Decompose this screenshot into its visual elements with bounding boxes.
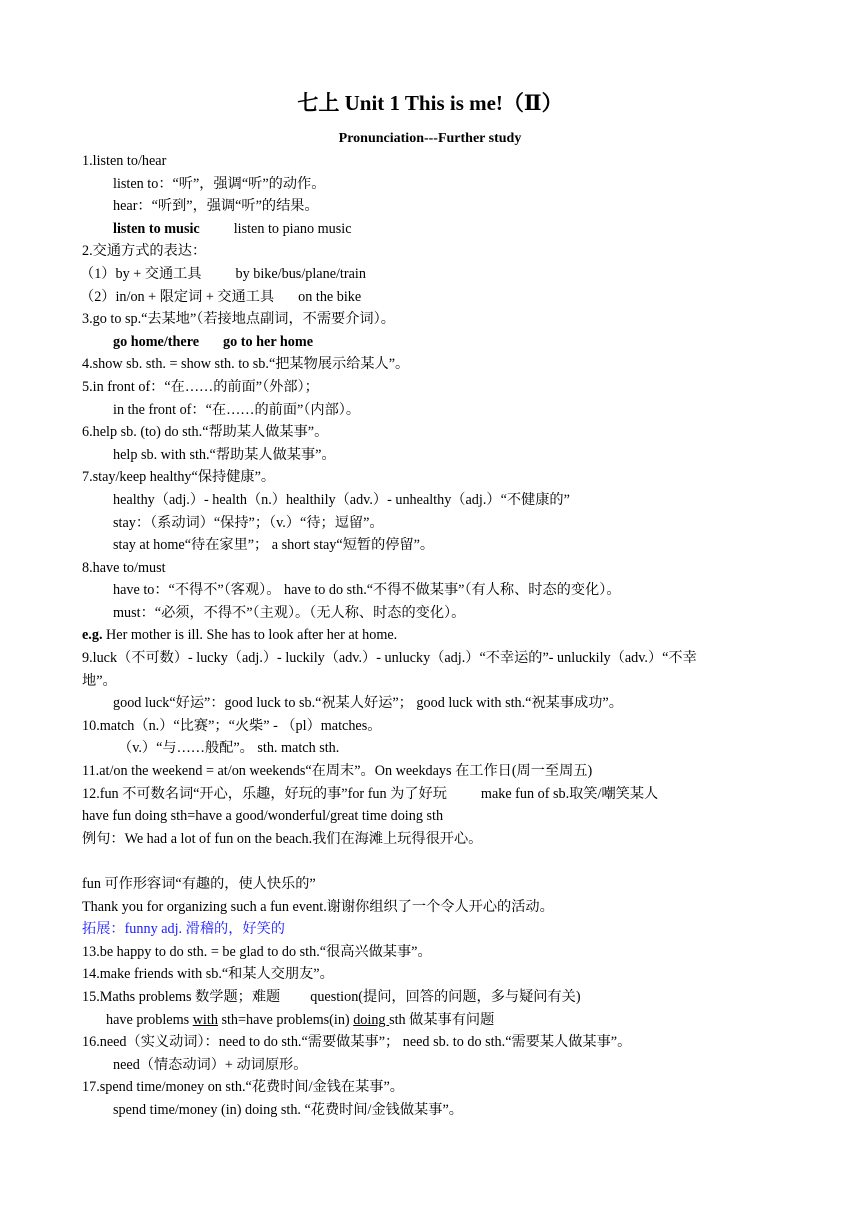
phrase: （1）by + 交通工具 bbox=[80, 265, 202, 282]
note-heading-17: 17.spend time/money on sth.“花费时间/金钱在某事”。 bbox=[82, 1079, 404, 1096]
note-heading-13: 13.be happy to do sth. = be glad to do sth.“很高兴做某事”。 bbox=[82, 943, 432, 960]
note-line: spend time/money (in) doing sth. “花费时间/金钱做某事”。 bbox=[113, 1101, 463, 1118]
note-line: 地”。 bbox=[82, 672, 117, 689]
note-line: listen to：“听”，强调“听”的动作。 bbox=[113, 175, 326, 192]
page-subtitle: Pronunciation---Further study bbox=[338, 131, 522, 146]
note-heading-7: 7.stay/keep healthy“保持健康”。 bbox=[82, 469, 276, 486]
phrase: 15.Maths problems 数学题；难题 bbox=[82, 988, 281, 1005]
blank-line bbox=[82, 850, 782, 873]
example-line bbox=[82, 624, 782, 647]
note-line: （v.）“与……般配”。 sth. match sth. bbox=[118, 740, 340, 757]
phrase: listen to piano music bbox=[233, 220, 352, 237]
phrase: have problems bbox=[106, 1011, 193, 1028]
note-line: stay at home“待在家里”； a short stay“短暂的停留”。 bbox=[113, 537, 435, 554]
note-heading-11: 11.at/on the weekend = at/on weekends“在周末”。On weekdays 在工作日(周一至周五) bbox=[82, 763, 593, 780]
underlined-word: with bbox=[192, 1011, 218, 1028]
note-line: have to：“不得不”（客观）。 have to do sth.“不得不做某事”（有人称、时态的变化）。 bbox=[113, 582, 621, 599]
phrase-bold: go home/there bbox=[113, 333, 200, 350]
page-title: 七上 Unit 1 This is me!（Ⅱ） bbox=[297, 91, 563, 115]
note-heading-3: 3.go to sp.“去某地”（若接地点副词，不需要介词）。 bbox=[82, 311, 395, 328]
note-line: stay：（系动词）“保持”；（v.）“待；逗留”。 bbox=[113, 514, 384, 531]
underlined-word: doing bbox=[353, 1011, 390, 1028]
note-line: in the front of：“在……的前面”（内部）。 bbox=[113, 401, 361, 418]
phrase: on the bike bbox=[298, 288, 362, 305]
note-line: must：“必须，不得不”（主观）。（无人称、时态的变化）。 bbox=[113, 604, 466, 621]
extension-note: 拓展：funny adj. 滑稽的，好笑的 bbox=[82, 921, 285, 938]
note-heading-15 bbox=[82, 986, 782, 1009]
phrase-bold: listen to music bbox=[113, 220, 200, 237]
phrase: （2）in/on + 限定词 + 交通工具 bbox=[80, 288, 275, 305]
note-line bbox=[82, 1009, 782, 1032]
note-heading-4: 4.show sb. sth. = show sth. to sb.“把某物展示给某人”。 bbox=[82, 356, 410, 373]
note-line: Thank you for organizing such a fun event.谢谢你组织了一个令人开心的活动。 bbox=[82, 898, 554, 915]
note-line: fun 可作形容词“有趣的，使人快乐的” bbox=[82, 876, 316, 892]
phrase: by bike/bus/plane/train bbox=[235, 265, 366, 282]
phrase: 12.fun 不可数名词“开心，乐趣，好玩的事”for fun 为了好玩 bbox=[82, 785, 447, 802]
note-heading-9: 9.luck（不可数）- lucky（adj.）- luckily（adv.）- unlucky（adj.）“不幸运的”- unluckily（adv.）“不幸 bbox=[82, 650, 697, 667]
note-heading-8: 8.have to/must bbox=[82, 559, 166, 576]
note-line: help sb. with sth.“帮助某人做某事”。 bbox=[113, 446, 336, 463]
note-heading-16: 16.need（实义动词）：need to do sth.“需要做某事”； need sb. to do sth.“需要某人做某事”。 bbox=[82, 1034, 632, 1051]
note-heading-1: 1.listen to/hear bbox=[82, 153, 167, 169]
phrase: sth 做某事有问题 bbox=[389, 1011, 495, 1028]
note-heading-12 bbox=[82, 783, 782, 806]
example-label: e.g. bbox=[82, 627, 103, 644]
note-line bbox=[80, 286, 782, 309]
note-heading-2: 2.交通方式的表达： bbox=[82, 243, 207, 260]
note-line: healthy（adj.）- health（n.）healthily（adv.）- unhealthy（adj.）“不健康的” bbox=[113, 491, 570, 508]
note-line: hear：“听到”，强调“听”的结果。 bbox=[113, 198, 319, 215]
phrase: question(提问，回答的问题，多与疑问有关) bbox=[310, 988, 581, 1005]
notes-body bbox=[82, 150, 782, 1122]
note-heading-10: 10.match（n.）“比赛”；“火柴” - （pl）matches。 bbox=[82, 717, 382, 734]
note-heading-6: 6.help sb. (to) do sth.“帮助某人做某事”。 bbox=[82, 424, 329, 441]
note-line: have fun doing sth=have a good/wonderful/great time doing sth bbox=[82, 808, 444, 825]
phrase: make fun of sb.取笑/嘲笑某人 bbox=[480, 785, 659, 802]
phrase: sth=have problems(in) bbox=[217, 1011, 354, 1028]
phrase-bold: go to her home bbox=[223, 333, 314, 350]
example-sentence: 例句：We had a lot of fun on the beach.我们在海滩上玩得很开心。 bbox=[82, 830, 483, 847]
note-line: need（情态动词）+ 动词原形。 bbox=[113, 1056, 308, 1073]
note-line: good luck“好运”：good luck to sb.“祝某人好运”； good luck with sth.“祝某事成功”。 bbox=[113, 695, 623, 712]
note-heading-14: 14.make friends with sb.“和某人交朋友”。 bbox=[82, 966, 334, 983]
note-line bbox=[82, 218, 782, 241]
note-heading-5: 5.in front of：“在……的前面”（外部）； bbox=[82, 378, 319, 395]
note-line bbox=[82, 331, 782, 354]
example-text: Her mother is ill. She has to look after her at home. bbox=[102, 627, 398, 644]
note-line bbox=[80, 263, 782, 286]
